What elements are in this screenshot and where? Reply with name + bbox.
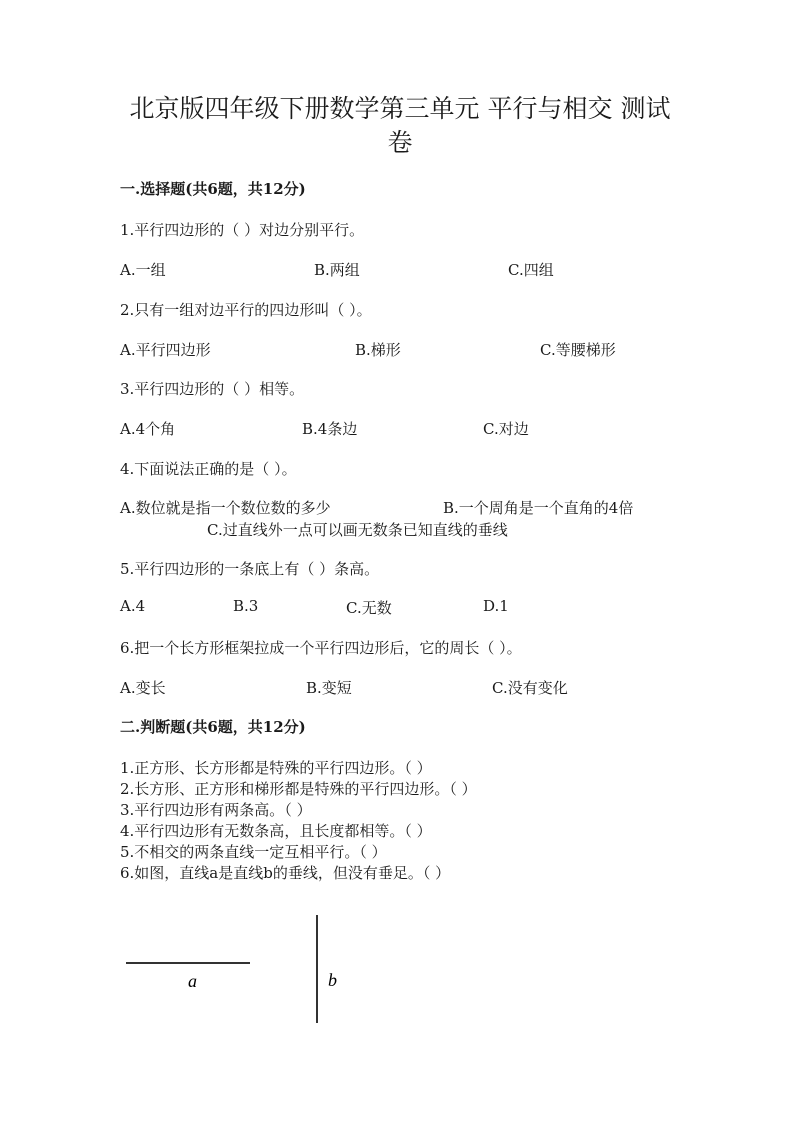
- q5-option-b: B.3: [233, 597, 259, 615]
- judgment-item-3: 3.平行四边形有两条高。（ ）: [120, 801, 312, 819]
- title-line-1: 北京版四年级下册数学第三单元 平行与相交 测试: [129, 94, 671, 123]
- q4-option-c: C.过直线外一点可以画无数条已知直线的垂线: [207, 521, 508, 539]
- title-line-2: 卷: [387, 128, 413, 157]
- judgment-item-1: 1.正方形、长方形都是特殊的平行四边形。（ ）: [120, 759, 432, 777]
- judgment-item-6: 6.如图，直线a是直线b的垂线，但没有垂足。（ ）: [120, 864, 451, 882]
- line-b-label: b: [328, 970, 337, 990]
- judgment-item-4: 4.平行四边形有无数条高，且长度都相等。（ ）: [120, 822, 432, 840]
- question-1: 1.平行四边形的（ ）对边分别平行。: [120, 221, 365, 239]
- question-5: 5.平行四边形的一条底上有（ ）条高。: [120, 560, 380, 578]
- q1-option-a: A.一组: [120, 261, 166, 279]
- q3-option-b: B.4条边: [302, 420, 358, 438]
- q1-option-b: B.两组: [314, 261, 360, 279]
- q2-option-b: B.梯形: [355, 341, 401, 359]
- judgment-item-2: 2.长方形、正方形和梯形都是特殊的平行四边形。（ ）: [120, 780, 477, 798]
- q5-option-c: C.无数: [346, 599, 392, 617]
- q2-option-a: A.平行四边形: [120, 341, 211, 359]
- page-title: [120, 92, 680, 160]
- question-2: 2.只有一组对边平行的四边形叫（ ）。: [120, 301, 372, 319]
- question-4: 4.下面说法正确的是（ ）。: [120, 460, 297, 478]
- q6-option-c: C.没有变化: [492, 679, 568, 697]
- q3-option-c: C.对边: [483, 420, 529, 438]
- q4-option-a: A.数位就是指一个数位数的多少: [120, 499, 331, 517]
- q1-option-c: C.四组: [508, 261, 554, 279]
- question-3: 3.平行四边形的（ ）相等。: [120, 380, 305, 398]
- q6-option-a: A.变长: [120, 679, 166, 697]
- q2-option-c: C.等腰梯形: [540, 341, 616, 359]
- q5-option-d: D.1: [483, 597, 509, 615]
- section-heading-choice: 一.选择题(共6题，共12分): [120, 180, 306, 198]
- line-a-label: a: [188, 971, 197, 991]
- question-6: 6.把一个长方形框架拉成一个平行四边形后，它的周长（ ）。: [120, 639, 522, 657]
- q4-option-b: B.一个周角是一个直角的4倍: [443, 499, 634, 517]
- q6-option-b: B.变短: [306, 679, 352, 697]
- judgment-item-5: 5.不相交的两条直线一定互相平行。（ ）: [120, 843, 387, 861]
- lines-figure: [110, 905, 370, 1030]
- q3-option-a: A.4个角: [120, 420, 176, 438]
- section-heading-judgment: 二.判断题(共6题，共12分): [120, 718, 306, 736]
- q5-option-a: A.4: [120, 597, 146, 615]
